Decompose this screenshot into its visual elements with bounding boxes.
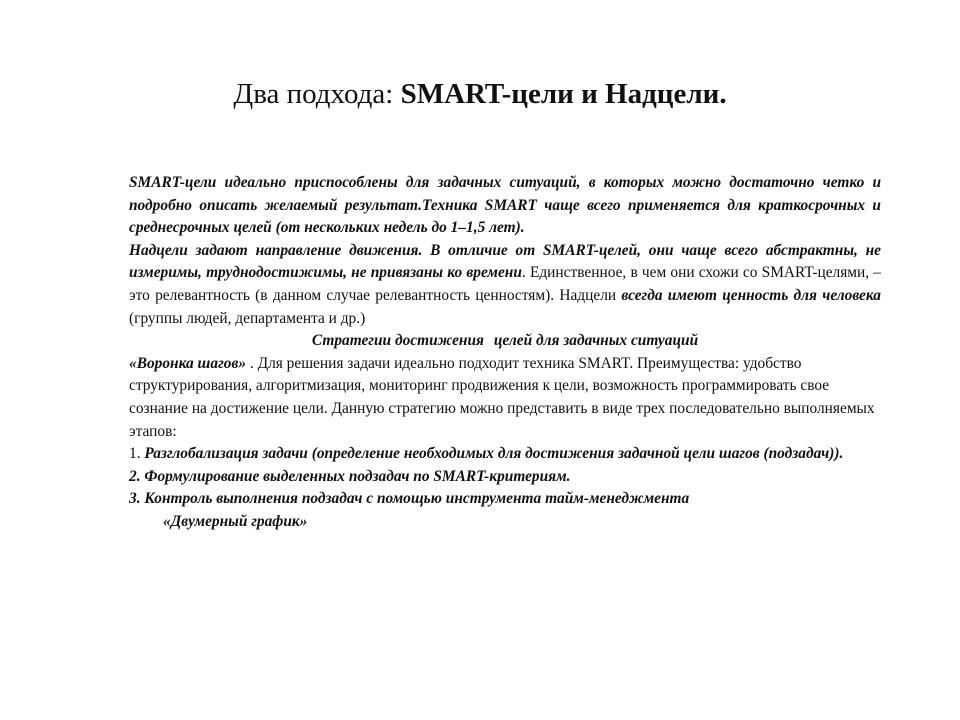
step-1-number: 1. xyxy=(129,445,145,463)
title-normal: Два подхода: xyxy=(233,78,401,110)
step-3-continuation: «Двумерный график» xyxy=(163,512,308,530)
heading-part-2: целей для задачных ситуаций xyxy=(493,332,699,350)
step-3 xyxy=(129,488,881,511)
step-3-number: 3. xyxy=(129,490,145,508)
title-bold: SMART-цели и Надцели. xyxy=(400,78,727,110)
slide-body xyxy=(129,172,881,534)
paragraph-nadtseli xyxy=(129,240,881,330)
nadtseli-definition: Надцели задают направление движения. В отличие от SMART-целей, они чаще всего абстрактны, не измеримы, труднодостижимы, не привязаны ко времени xyxy=(129,241,881,282)
funnel-label: «Воронка шагов» xyxy=(129,354,250,372)
paragraph-funnel xyxy=(129,353,881,443)
step-2-text: Формулирование выделенных подзадач по SMART-критериям. xyxy=(144,467,571,485)
nadtseli-note: (группы людей, департамента и др.) xyxy=(129,309,366,327)
funnel-description: . Для решения задачи идеально подходит техника SMART. Преимущества: удобство структурирования, алгоритмизация, мониторинг продвижения к цели, возможность программировать свое сознание на достижение цели. Данную стратегию можно представить в виде трех последовательно выполняемых этапов: xyxy=(129,354,875,440)
step-1 xyxy=(129,443,881,466)
step-3-text: Контроль выполнения подзадач с помощью инструмента тайм-менеджмента xyxy=(144,490,690,508)
step-2-number: 2. xyxy=(129,467,145,485)
nadtseli-comparison: . Единственное, в чем они схожи со SMART-целями, – это релевантность (в данном случае релевантность ценностям). Надцели xyxy=(129,264,881,304)
step-1-text: Разглобализация задачи (определение необходимых для достижения задачной цели шагов (подзадач)). xyxy=(144,445,844,463)
paragraph-smart: SMART-цели идеально приспособлены для задачных ситуаций, в которых можно достаточно четко и подробно описать желаемый результат.Техника SMART чаще всего применяется для краткосрочных и среднесрочных целей (от нескольких недель до 1–1,5 лет). xyxy=(129,174,881,237)
nadtseli-value: всегда имеют ценность для человека xyxy=(621,286,881,304)
heading-part-1: Стратегии достижения xyxy=(311,332,484,350)
slide-title xyxy=(0,76,960,112)
strategies-heading xyxy=(129,330,881,353)
step-2 xyxy=(129,466,881,489)
